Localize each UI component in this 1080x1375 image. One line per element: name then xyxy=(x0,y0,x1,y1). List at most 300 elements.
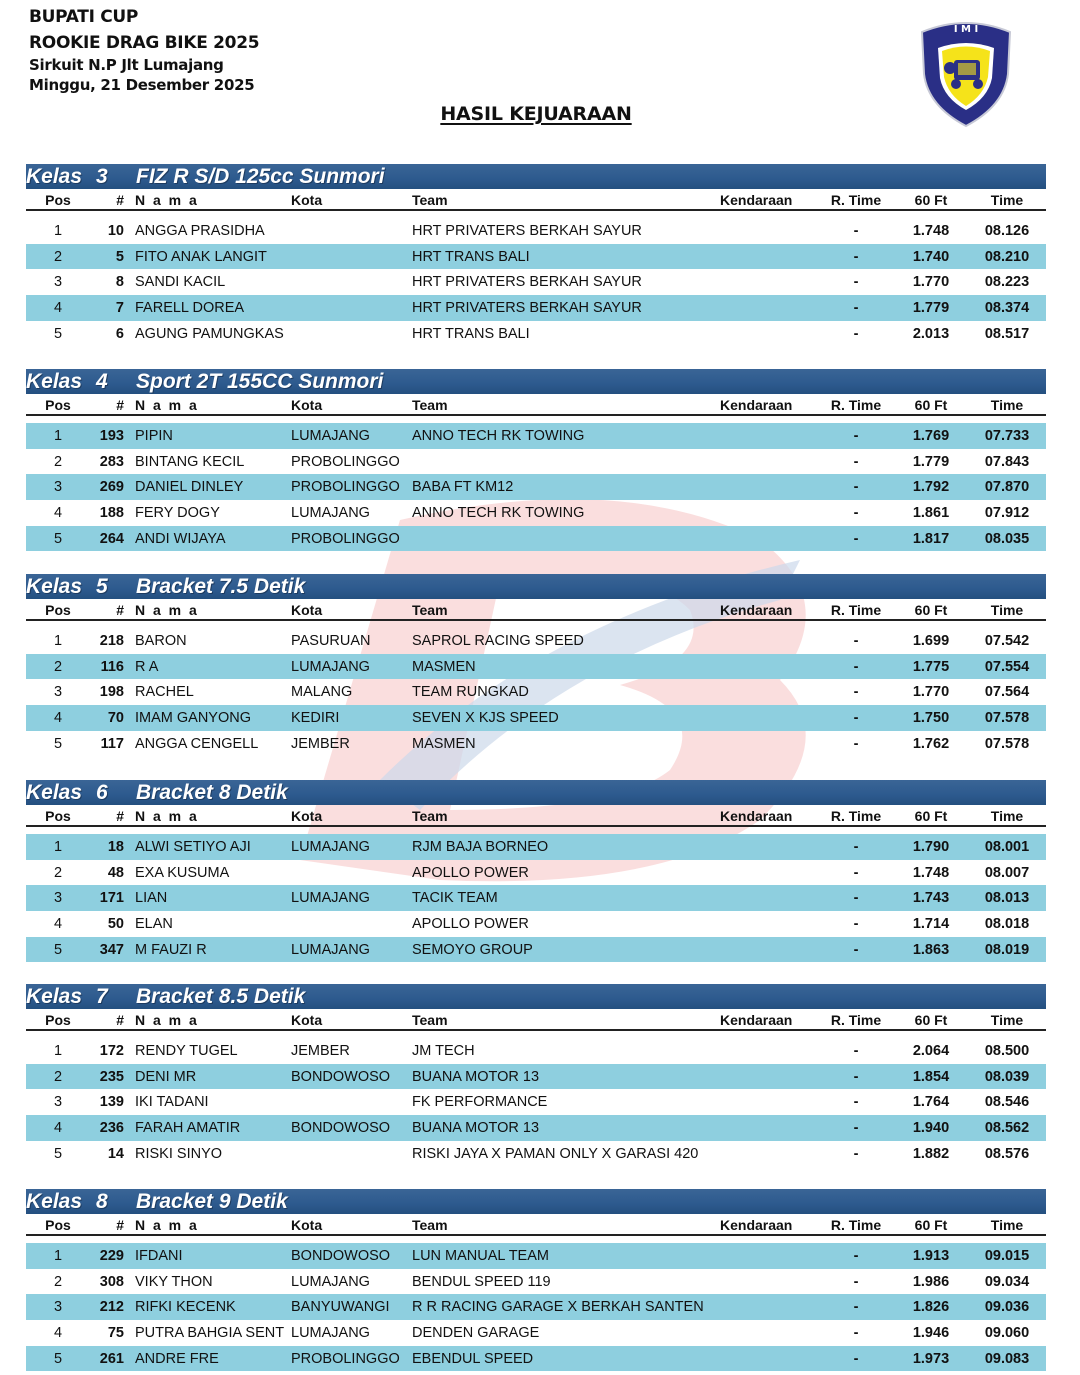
table-row xyxy=(26,295,1046,321)
column-header-ft60: 60 Ft xyxy=(914,1217,948,1233)
cell-num: 198 xyxy=(99,684,124,701)
cell-time: 07.843 xyxy=(984,453,1030,470)
table-row xyxy=(26,526,1046,552)
column-header-kota: Kota xyxy=(291,1217,323,1233)
cell-rtime: - xyxy=(853,684,859,701)
cell-team: APOLLO POWER xyxy=(412,864,529,881)
cell-num: 193 xyxy=(99,428,124,444)
cell-nama: PUTRA BAHGIA SENT xyxy=(135,1325,285,1342)
table-row xyxy=(26,628,1046,654)
table-row xyxy=(26,423,1046,449)
cell-team: DENDEN GARAGE xyxy=(412,1325,540,1342)
column-header-rtime: R. Time xyxy=(830,397,882,413)
cell-num: 7 xyxy=(115,300,124,317)
cell-num: 18 xyxy=(107,839,124,855)
table-row xyxy=(26,500,1046,526)
cell-ft60: 1.770 xyxy=(912,684,950,701)
cell-kota: LUMAJANG xyxy=(291,428,370,444)
event-header xyxy=(29,8,259,94)
cell-rtime: - xyxy=(853,735,859,752)
cell-pos: 4 xyxy=(53,916,63,933)
cell-kota: BONDOWOSO xyxy=(291,1068,391,1085)
kelas-number: 3 xyxy=(96,165,108,188)
cell-rtime: - xyxy=(853,530,859,547)
cell-ft60: 1.750 xyxy=(912,710,950,727)
cell-num: 75 xyxy=(107,1325,124,1342)
cell-kota: PROBOLINGGO xyxy=(291,1350,400,1367)
cell-rtime: - xyxy=(853,633,859,649)
column-header-kendaraan: Kendaraan xyxy=(720,192,793,208)
cell-team: HRT TRANS BALI xyxy=(412,248,530,265)
kelas-header xyxy=(26,369,1046,394)
cell-rtime: - xyxy=(853,864,859,881)
cell-team: SEVEN X KJS SPEED xyxy=(412,710,559,727)
column-header-kendaraan: Kendaraan xyxy=(720,397,793,413)
cell-ft60: 1.762 xyxy=(912,735,950,752)
table-row xyxy=(26,1269,1046,1295)
cell-ft60: 1.854 xyxy=(912,1068,950,1085)
kelas-number: 6 xyxy=(96,781,108,804)
cell-ft60: 1.714 xyxy=(912,916,950,933)
table-row xyxy=(26,1064,1046,1090)
column-header-team: Team xyxy=(412,397,448,413)
cell-time: 08.018 xyxy=(984,916,1030,933)
kelas-section xyxy=(26,164,1046,346)
cell-ft60: 2.064 xyxy=(912,1043,950,1059)
kelas-section xyxy=(26,369,1046,551)
cell-pos: 3 xyxy=(53,684,63,701)
cell-rtime: - xyxy=(853,1068,859,1085)
cell-kota: LUMAJANG xyxy=(291,941,370,958)
column-header-ft60: 60 Ft xyxy=(914,808,948,824)
cell-kota: MALANG xyxy=(291,684,353,701)
cell-num: 236 xyxy=(99,1120,124,1137)
cell-ft60: 1.973 xyxy=(912,1350,950,1367)
cell-num: 229 xyxy=(99,1248,124,1264)
cell-ft60: 1.940 xyxy=(912,1120,950,1137)
kelas-name: Bracket 8.5 Detik xyxy=(136,985,306,1008)
cell-team: ANNO TECH RK TOWING xyxy=(412,428,585,444)
cell-num: 48 xyxy=(107,864,124,881)
cell-ft60: 1.779 xyxy=(912,453,950,470)
cell-num: 269 xyxy=(99,479,124,496)
cell-nama: ELAN xyxy=(135,916,173,933)
page-title: HASIL KEJUARAAN xyxy=(440,103,632,125)
cell-time: 08.562 xyxy=(984,1120,1030,1137)
cell-nama: RIFKI KECENK xyxy=(135,1299,236,1316)
column-header-rtime: R. Time xyxy=(830,1012,882,1028)
cell-ft60: 1.743 xyxy=(912,890,950,907)
cell-rtime: - xyxy=(853,1350,859,1367)
cell-ft60: 1.779 xyxy=(912,300,950,317)
cell-team: BUANA MOTOR 13 xyxy=(412,1068,540,1085)
results-table xyxy=(26,218,1046,346)
column-header-pos: Pos xyxy=(45,602,71,618)
cell-ft60: 1.817 xyxy=(912,530,950,547)
cell-ft60: 1.986 xyxy=(912,1273,950,1290)
table-row xyxy=(26,244,1046,270)
column-header-time: Time xyxy=(990,1012,1024,1028)
column-header-num: # xyxy=(116,808,124,824)
cell-ft60: 1.826 xyxy=(912,1299,950,1316)
cell-pos: 5 xyxy=(53,530,63,547)
cell-ft60: 1.769 xyxy=(912,428,950,444)
cell-nama: SANDI KACIL xyxy=(135,274,226,291)
cell-num: 14 xyxy=(107,1145,124,1162)
cell-time: 08.001 xyxy=(984,839,1030,855)
cell-ft60: 1.913 xyxy=(912,1248,950,1264)
kelas-section xyxy=(26,984,1046,1166)
cell-pos: 4 xyxy=(53,1120,63,1137)
cell-nama: FARELL DOREA xyxy=(135,300,245,317)
cell-rtime: - xyxy=(853,453,859,470)
kelas-header xyxy=(26,984,1046,1009)
cell-time: 08.576 xyxy=(984,1145,1030,1162)
cell-team: MASMEN xyxy=(412,658,476,675)
cell-num: 308 xyxy=(99,1273,124,1290)
cell-team: SAPROL RACING SPEED xyxy=(412,633,584,649)
cell-team: R R RACING GARAGE X BERKAH SANTEN xyxy=(412,1299,704,1316)
results-table xyxy=(26,1243,1046,1371)
cell-nama: R A xyxy=(135,658,159,675)
cell-time: 08.500 xyxy=(984,1043,1030,1059)
cell-team: FK PERFORMANCE xyxy=(412,1094,548,1111)
event-title: BUPATI CUP xyxy=(29,7,139,27)
kelas-number: 7 xyxy=(96,985,108,1008)
cell-time: 08.546 xyxy=(984,1094,1030,1111)
cell-rtime: - xyxy=(853,300,859,317)
cell-team: BUANA MOTOR 13 xyxy=(412,1120,540,1137)
cell-nama: RENDY TUGEL xyxy=(135,1043,238,1059)
cell-team: ANNO TECH RK TOWING xyxy=(412,505,585,522)
table-row xyxy=(26,1089,1046,1115)
results-table xyxy=(26,628,1046,756)
cell-rtime: - xyxy=(853,505,859,522)
cell-pos: 1 xyxy=(53,1248,63,1264)
cell-rtime: - xyxy=(853,890,859,907)
cell-pos: 3 xyxy=(53,1094,63,1111)
event-date: Minggu, 21 Desember 2025 xyxy=(29,76,255,94)
cell-time: 08.374 xyxy=(984,300,1030,317)
column-header-kota: Kota xyxy=(291,192,323,208)
cell-nama: IMAM GANYONG xyxy=(135,710,252,727)
imi-logo-icon xyxy=(916,18,1016,128)
cell-pos: 2 xyxy=(53,1273,63,1290)
cell-team: LUN MANUAL TEAM xyxy=(412,1248,549,1264)
cell-team: EBENDUL SPEED xyxy=(412,1350,534,1367)
cell-pos: 3 xyxy=(53,890,63,907)
kelas-name: Sport 2T 155CC Sunmori xyxy=(136,370,384,393)
column-header-row xyxy=(26,1214,1046,1236)
cell-time: 07.554 xyxy=(984,658,1030,675)
kelas-section xyxy=(26,574,1046,756)
table-row xyxy=(26,654,1046,680)
cell-pos: 1 xyxy=(53,428,63,444)
cell-rtime: - xyxy=(853,325,859,342)
cell-num: 283 xyxy=(99,453,124,470)
column-header-nama: N a m a xyxy=(135,602,199,618)
cell-team: SEMOYO GROUP xyxy=(412,941,533,958)
cell-pos: 4 xyxy=(53,1325,63,1342)
cell-num: 218 xyxy=(99,633,124,649)
cell-pos: 1 xyxy=(53,839,63,855)
table-row xyxy=(26,885,1046,911)
cell-nama: ANDI WIJAYA xyxy=(135,530,226,547)
kelas-name: Bracket 7.5 Detik xyxy=(136,575,306,598)
column-header-time: Time xyxy=(990,808,1024,824)
cell-kota: BONDOWOSO xyxy=(291,1248,391,1264)
cell-rtime: - xyxy=(853,1325,859,1342)
cell-rtime: - xyxy=(853,1094,859,1111)
column-header-nama: N a m a xyxy=(135,192,199,208)
column-header-rtime: R. Time xyxy=(830,192,882,208)
cell-rtime: - xyxy=(853,1248,859,1264)
column-header-ft60: 60 Ft xyxy=(914,1012,948,1028)
cell-num: 10 xyxy=(107,223,124,239)
cell-ft60: 1.740 xyxy=(912,248,950,265)
cell-kota: BANYUWANGI xyxy=(291,1299,390,1316)
kelas-header xyxy=(26,1189,1046,1214)
results-table xyxy=(26,834,1046,962)
cell-num: 171 xyxy=(99,890,124,907)
column-header-ft60: 60 Ft xyxy=(914,192,948,208)
cell-ft60: 1.770 xyxy=(912,274,950,291)
cell-pos: 4 xyxy=(53,300,63,317)
table-row xyxy=(26,1115,1046,1141)
cell-num: 8 xyxy=(115,274,124,291)
cell-time: 07.542 xyxy=(984,633,1030,649)
cell-time: 08.035 xyxy=(984,530,1030,547)
cell-rtime: - xyxy=(853,1120,859,1137)
kelas-label: Kelas xyxy=(26,575,83,598)
column-header-row xyxy=(26,805,1046,827)
column-header-row xyxy=(26,1009,1046,1031)
cell-ft60: 1.861 xyxy=(912,505,950,522)
kelas-number: 5 xyxy=(96,575,108,598)
cell-nama: EXA KUSUMA xyxy=(135,864,230,881)
cell-time: 09.060 xyxy=(984,1325,1030,1342)
column-header-rtime: R. Time xyxy=(830,602,882,618)
cell-time: 09.036 xyxy=(984,1299,1030,1316)
column-header-ft60: 60 Ft xyxy=(914,397,948,413)
cell-team: APOLLO POWER xyxy=(412,916,529,933)
table-row xyxy=(26,1038,1046,1064)
table-row xyxy=(26,1243,1046,1269)
cell-kota: PROBOLINGGO xyxy=(291,530,400,547)
cell-nama: AGUNG PAMUNGKAS xyxy=(135,325,284,342)
column-header-rtime: R. Time xyxy=(830,808,882,824)
column-header-team: Team xyxy=(412,1217,448,1233)
column-header-time: Time xyxy=(990,1217,1024,1233)
cell-pos: 2 xyxy=(53,1068,63,1085)
cell-kota: LUMAJANG xyxy=(291,1325,370,1342)
cell-rtime: - xyxy=(853,916,859,933)
cell-kota: LUMAJANG xyxy=(291,505,370,522)
column-header-team: Team xyxy=(412,1012,448,1028)
cell-time: 07.870 xyxy=(984,479,1030,496)
column-header-kendaraan: Kendaraan xyxy=(720,808,793,824)
kelas-section xyxy=(26,780,1046,962)
cell-team: RISKI JAYA X PAMAN ONLY X GARASI 420 xyxy=(412,1145,699,1162)
cell-nama: LIAN xyxy=(135,890,168,907)
cell-time: 08.013 xyxy=(984,890,1030,907)
cell-team: HRT PRIVATERS BERKAH SAYUR xyxy=(412,300,642,317)
table-row xyxy=(26,321,1046,347)
cell-nama: IKI TADANI xyxy=(135,1094,209,1111)
column-header-pos: Pos xyxy=(45,192,71,208)
cell-rtime: - xyxy=(853,479,859,496)
cell-kota: BONDOWOSO xyxy=(291,1120,391,1137)
cell-num: 261 xyxy=(99,1350,124,1367)
cell-kota: KEDIRI xyxy=(291,710,340,727)
cell-pos: 5 xyxy=(53,735,63,752)
kelas-section xyxy=(26,1189,1046,1371)
event-venue: Sirkuit N.P Jlt Lumajang xyxy=(29,56,224,74)
column-header-kota: Kota xyxy=(291,397,323,413)
cell-time: 08.210 xyxy=(984,248,1030,265)
table-row xyxy=(26,860,1046,886)
cell-ft60: 1.946 xyxy=(912,1325,950,1342)
cell-time: 08.007 xyxy=(984,864,1030,881)
cell-rtime: - xyxy=(853,248,859,265)
kelas-label: Kelas xyxy=(26,370,83,393)
cell-nama: FITO ANAK LANGIT xyxy=(135,248,267,265)
cell-time: 08.039 xyxy=(984,1068,1030,1085)
svg-text:I M I: I M I xyxy=(953,24,979,35)
cell-rtime: - xyxy=(853,428,859,444)
cell-kota: LUMAJANG xyxy=(291,1273,370,1290)
table-row xyxy=(26,218,1046,244)
cell-team: HRT PRIVATERS BERKAH SAYUR xyxy=(412,223,642,239)
cell-ft60: 1.764 xyxy=(912,1094,950,1111)
kelas-label: Kelas xyxy=(26,781,83,804)
cell-pos: 3 xyxy=(53,479,63,496)
column-header-time: Time xyxy=(990,602,1024,618)
cell-pos: 3 xyxy=(53,1299,63,1316)
kelas-label: Kelas xyxy=(26,1190,83,1213)
cell-time: 07.733 xyxy=(984,428,1030,444)
cell-time: 08.019 xyxy=(984,941,1030,958)
cell-rtime: - xyxy=(853,941,859,958)
cell-pos: 5 xyxy=(53,1350,63,1367)
cell-num: 188 xyxy=(99,505,124,522)
cell-team: RJM BAJA BORNEO xyxy=(412,839,549,855)
kelas-label: Kelas xyxy=(26,985,83,1008)
cell-nama: ANDRE FRE xyxy=(135,1350,219,1367)
cell-ft60: 2.013 xyxy=(912,325,950,342)
cell-kota: JEMBER xyxy=(291,735,350,752)
cell-num: 116 xyxy=(100,658,124,675)
column-header-nama: N a m a xyxy=(135,397,199,413)
column-header-nama: N a m a xyxy=(135,1217,199,1233)
cell-nama: M FAUZI R xyxy=(135,941,207,958)
table-row xyxy=(26,731,1046,757)
table-row xyxy=(26,474,1046,500)
column-header-kota: Kota xyxy=(291,602,323,618)
cell-ft60: 1.699 xyxy=(912,633,950,649)
cell-rtime: - xyxy=(853,274,859,291)
cell-time: 08.126 xyxy=(984,223,1030,239)
table-row xyxy=(26,679,1046,705)
kelas-header xyxy=(26,780,1046,805)
column-header-team: Team xyxy=(412,192,448,208)
table-row xyxy=(26,911,1046,937)
cell-num: 347 xyxy=(99,941,124,958)
cell-ft60: 1.863 xyxy=(912,941,950,958)
kelas-label: Kelas xyxy=(26,165,83,188)
column-header-kendaraan: Kendaraan xyxy=(720,602,793,618)
cell-rtime: - xyxy=(853,1273,859,1290)
cell-rtime: - xyxy=(853,658,859,675)
cell-num: 212 xyxy=(99,1299,124,1316)
column-header-kota: Kota xyxy=(291,1012,323,1028)
cell-rtime: - xyxy=(853,223,859,239)
cell-team: TEAM RUNGKAD xyxy=(412,684,529,701)
kelas-number: 4 xyxy=(96,370,108,393)
column-header-pos: Pos xyxy=(45,1012,71,1028)
column-header-time: Time xyxy=(990,397,1024,413)
column-header-nama: N a m a xyxy=(135,808,199,824)
column-header-nama: N a m a xyxy=(135,1012,199,1028)
cell-pos: 1 xyxy=(53,633,63,649)
cell-rtime: - xyxy=(853,1299,859,1316)
table-row xyxy=(26,1320,1046,1346)
results-table xyxy=(26,423,1046,551)
cell-nama: DENI MR xyxy=(135,1068,197,1085)
column-header-num: # xyxy=(116,397,124,413)
table-row xyxy=(26,937,1046,963)
cell-time: 08.223 xyxy=(984,274,1030,291)
column-header-num: # xyxy=(116,1012,124,1028)
cell-team: HRT PRIVATERS BERKAH SAYUR xyxy=(412,274,642,291)
cell-rtime: - xyxy=(853,1145,859,1162)
table-row xyxy=(26,1294,1046,1320)
column-header-kendaraan: Kendaraan xyxy=(720,1217,793,1233)
column-header-kota: Kota xyxy=(291,808,323,824)
cell-time: 07.564 xyxy=(984,684,1030,701)
cell-nama: ALWI SETIYO AJI xyxy=(135,839,251,855)
cell-nama: RISKI SINYO xyxy=(135,1145,223,1162)
table-row xyxy=(26,269,1046,295)
column-header-kendaraan: Kendaraan xyxy=(720,1012,793,1028)
cell-kota: PASURUAN xyxy=(291,633,371,649)
cell-rtime: - xyxy=(853,839,859,855)
column-header-num: # xyxy=(116,1217,124,1233)
cell-pos: 2 xyxy=(53,864,63,881)
results-table xyxy=(26,1038,1046,1166)
column-header-rtime: R. Time xyxy=(830,1217,882,1233)
cell-pos: 2 xyxy=(53,453,63,470)
cell-kota: PROBOLINGGO xyxy=(291,453,400,470)
column-header-num: # xyxy=(116,602,124,618)
cell-nama: VIKY THON xyxy=(135,1273,213,1290)
cell-pos: 1 xyxy=(53,1043,63,1059)
cell-pos: 1 xyxy=(53,223,63,239)
cell-kota: JEMBER xyxy=(291,1043,350,1059)
cell-team: BENDUL SPEED 119 xyxy=(412,1273,551,1290)
cell-num: 235 xyxy=(99,1068,124,1085)
column-header-num: # xyxy=(116,192,124,208)
cell-nama: IFDANI xyxy=(135,1248,183,1264)
cell-kota: LUMAJANG xyxy=(291,658,370,675)
cell-team: BABA FT KM12 xyxy=(412,479,514,496)
cell-rtime: - xyxy=(853,710,859,727)
column-header-pos: Pos xyxy=(45,397,71,413)
event-subtitle: ROOKIE DRAG BIKE 2025 xyxy=(29,33,260,53)
cell-num: 117 xyxy=(100,735,124,752)
cell-team: TACIK TEAM xyxy=(412,890,498,907)
column-header-row xyxy=(26,189,1046,211)
